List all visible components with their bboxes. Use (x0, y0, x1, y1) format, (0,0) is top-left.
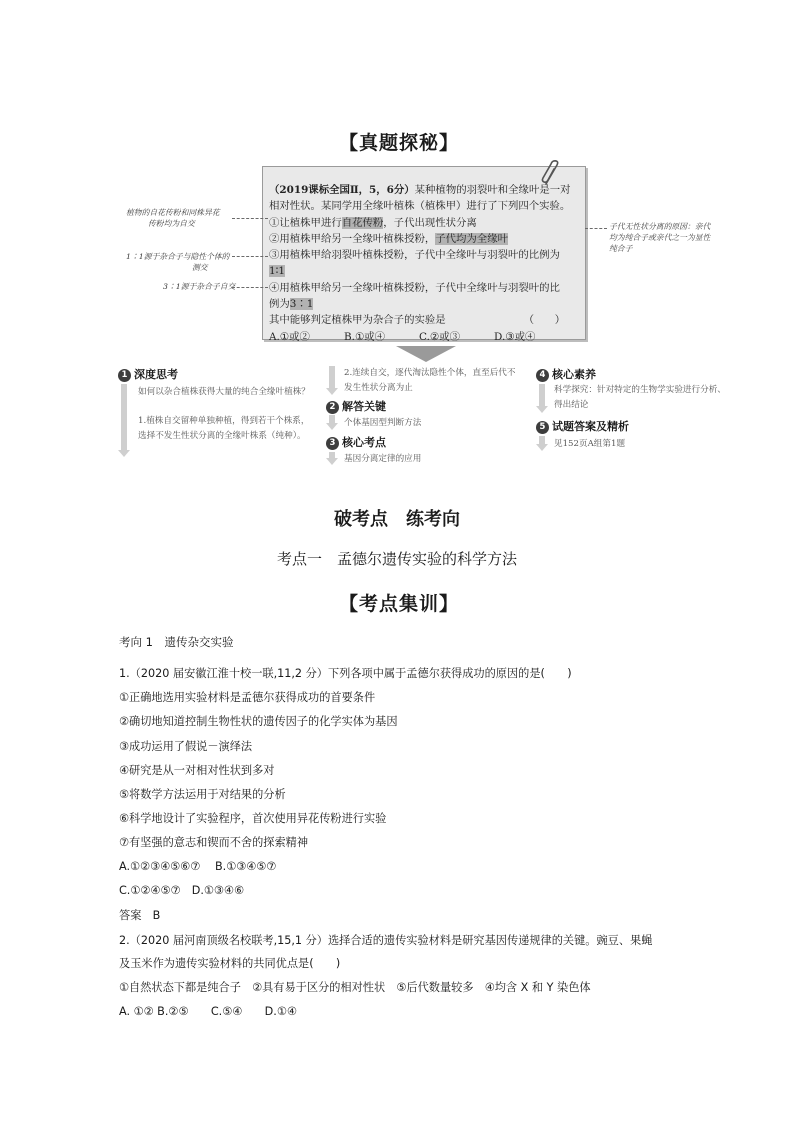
q1-item: ①正确地选用实验材料是孟德尔获得成功的首要条件 (119, 691, 376, 704)
q2-items: ①自然状态下都是纯合子 ②具有易于区分的相对性状 ⑤后代数量较多 ④均含 X 和 Y 染色体 (119, 981, 591, 994)
section-main-heading: 破考点 练考向 (334, 509, 460, 530)
step-bar (121, 384, 127, 450)
option-4: ④用植株甲给另一全缘叶植株授粉，子代中全缘叶与羽裂叶的比 (269, 281, 560, 294)
step-arrow-icon (326, 423, 338, 430)
question-2: 2.（2020 届河南顶级名校联考,15,1 分）选择合适的遗传实验材料是研究基因传递规律的关键。豌豆、果蝇 (119, 934, 653, 947)
choice-b: B.①或④ (344, 330, 386, 343)
answer-analysis-text: 见152页A组第1题 (554, 439, 626, 449)
highlight-ratio-3-1: 3∶1 (289, 298, 314, 311)
step-core-concept: 3 核心考点 (326, 434, 386, 450)
option-3-ratio (269, 263, 579, 279)
step-core-literacy: 4 核心素养 (536, 366, 596, 382)
q2-options: A. ①② B.②⑤ C.⑤④ D.①④ (119, 1005, 297, 1018)
core-concept-text: 基因分离定律的应用 (344, 454, 422, 464)
step-arrow-icon (118, 450, 130, 457)
option-2: ②用植株甲给另一全缘叶植株授粉，子代均为全缘叶 (269, 232, 508, 245)
q1-item: ⑥科学地设计了实验程序，首次使用异花传粉进行实验 (119, 812, 387, 825)
annotation-connector (232, 287, 268, 288)
step-arrow-icon (536, 406, 548, 413)
step-answer-analysis: 5 试题答案及精析 (536, 418, 629, 434)
core-literacy-text: 科学探究：针对特定的生物学实验进行分析、得出结论 (554, 385, 726, 410)
annotation-connector (585, 228, 607, 229)
answer-choices (269, 329, 579, 345)
question-ask: 其中能够判定植株甲为杂合子的实验是 （ ） (269, 314, 566, 327)
training-heading: 【考点集训】 (339, 593, 460, 615)
question-stem-line-1: （2019课标全国Ⅱ，5，6分）某种植物的羽裂叶和全缘叶是一对 (269, 184, 571, 196)
deep-thinking-answer-2: 2.连续自交，逐代淘汰隐性个体，直至后代不发生性状分离为止 (344, 368, 516, 393)
q1-item: ④研究是从一对相对性状到多对 (119, 764, 275, 777)
annotation-no-segregation: 子代无性状分离的原因：亲代 均为纯合子或亲代之一为显性 纯合子 (609, 222, 711, 253)
option-3: ③用植株甲给羽裂叶植株授粉，子代中全缘叶与羽裂叶的比例为 (269, 249, 560, 262)
deep-thinking-answer: 1.植株自交留种单独种植，得到若干个株系，选择不发生性状分离的全缘叶株系（纯种）。 (138, 416, 310, 441)
q1-item: ②确切地知道控制生物性状的遗传因子的化学实体为基因 (119, 715, 398, 728)
q1-answer: 答案 B (119, 909, 161, 922)
q1-item: ③成功运用了假说－演绎法 (119, 740, 253, 753)
question-source: （2019课标全国Ⅱ，5，6分） (269, 184, 415, 196)
key-to-answer-text: 个体基因型判断方法 (344, 418, 422, 428)
paper-clip-icon (540, 160, 562, 186)
annotation-testcross: 1∶1源于杂合子与隐性个体的 测交 (126, 252, 230, 272)
option-4-ratio: 例为3∶1 (269, 298, 314, 311)
q1-item: ⑤将数学方法运用于对结果的分析 (119, 788, 286, 801)
question-stem-line-2: 相对性状。某同学用全缘叶植株（植株甲）进行了下列四个实验。 (269, 200, 571, 213)
step-arrow-icon (536, 444, 548, 451)
annotation-selfcross: 3∶1源于杂合子自交 (163, 282, 236, 291)
true-question-heading: 【真题探秘】 (339, 132, 460, 154)
section-sub-heading: 考点一 孟德尔遗传实验的科学方法 (276, 550, 517, 568)
q1-options-line-1: A.①②③④⑤⑥⑦ B.①③④⑤⑦ (119, 860, 277, 873)
choice-a: A.①或② (269, 330, 310, 343)
question-card (262, 166, 586, 343)
annotation-connector (232, 218, 268, 219)
down-arrow-icon (396, 346, 456, 362)
step-deep-thinking: 1 深度思考 (118, 366, 178, 382)
annotation-self-pollination: 植物的自花传粉和同株异花 传粉均为自交 (126, 208, 220, 228)
step-key-to-answer: 2 解答关键 (326, 398, 386, 414)
question-1: 1.（2020 届安徽江淮十校一联,11,2 分）下列各项中属于孟德尔获得成功的原因的是( ) (119, 667, 572, 680)
step-bar (539, 436, 545, 444)
step-bar (329, 366, 335, 388)
choice-c: C.②或③ (419, 330, 460, 343)
step-bar (329, 415, 335, 423)
q1-options-line-2: C.①②④⑤⑦ D.①③④⑥ (119, 884, 244, 897)
question-2-line-2: 及玉米作为遗传实验材料的共同优点是( ) (119, 957, 341, 970)
deep-thinking-question: 如何以杂合植株获得大量的纯合全缘叶植株？ (138, 387, 310, 397)
q1-item: ⑦有坚强的意志和锲而不舍的探索精神 (119, 836, 309, 849)
step-arrow-icon (326, 388, 338, 395)
option-1: ①让植株甲进行自花传粉，子代出现性状分离 (269, 216, 477, 229)
highlight-self-pollination: 自花传粉 (341, 216, 384, 229)
direction-label: 考向 1 遗传杂交实验 (119, 635, 234, 649)
step-bar (539, 384, 545, 406)
highlight-all-entire-leaf: 子代均为全缘叶 (435, 232, 508, 245)
annotation-connector (232, 256, 268, 257)
step-arrow-icon (326, 458, 338, 465)
highlight-ratio-1-1: 1∶1 (269, 265, 285, 278)
choice-d: D.③或④ (494, 330, 536, 343)
